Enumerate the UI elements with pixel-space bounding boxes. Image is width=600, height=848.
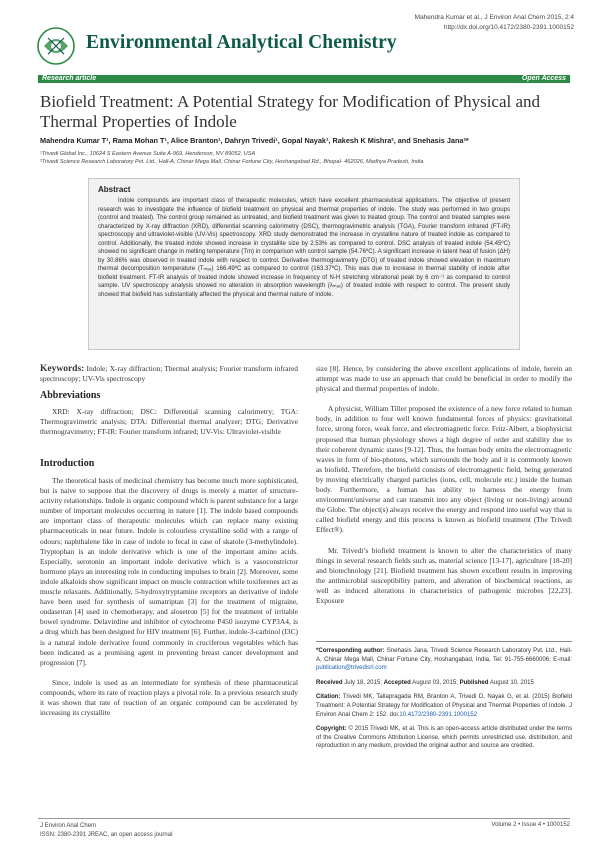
right-paragraph-3: Mr. Trivedi’s biofield treatment is known to alter the characteristics of many things in several research fields such as, material science [13-17], agriculture [18-20] and biotechnology [21]. Biofield treatment has shown excellent results in improving the antimicrobial susceptibility pattern, and alteration of biochemical reactions, as well as induced alterations in characteristics of pathogenic microbes [22,23]. Exposure xyxy=(316,545,572,605)
citation-doi-link[interactable]: 10.4172/2380-2391.1000152 xyxy=(399,711,478,718)
abstract-heading: Abstract xyxy=(98,185,131,194)
affiliation-2: ²Trivedi Science Research Laboratory Pvt. Ltd., Hall-A, Chinar Mega Mall, Chinar Fortune City, Hoshangabad Rd., Bhopal- 462026, Madhya Pradesh, India xyxy=(40,159,424,165)
abstract-box xyxy=(88,178,520,350)
footer-issn: ISSN: 2380-2391 JREAC, an open access journal xyxy=(40,831,173,838)
affiliation-1: ¹Trivedi Global Inc., 10624 S Eastern Avenue Suite A-969, Henderson, NV 89052, USA xyxy=(40,151,256,157)
intro-paragraph-2: Since, indole is used as an intermediate for synthesis of these pharmaceutical compounds, where its rate of reaction plays a pivotal role. In a previous research study it was shown that rate of reaction of an organic compound can be accelerated by increasing its crystallite xyxy=(40,677,298,718)
corresponding-author: *Corresponding author: Snehasis Jana, Trivedi Science Research Laboratory Pvt. Ltd., Hall-A, Chinar Mega Mall, Chinar Fortune City, Hoshangabad, India, Tel: 91-755-6660006; E-mail: publication@trivedisrl.com xyxy=(316,648,572,672)
footnote-box xyxy=(316,641,572,757)
footer-journal: J Environ Anal Chem xyxy=(40,823,97,829)
citation-note: Citation: Trivedi MK, Tallapragada RM, Branton A, Trivedi D, Nayak G, et al. (2015) Biofield Treatment: A Potential Strategy for Modification of Physical and Thermal Properties of Indole. J Environ Anal Chem 2: 152. doi:10.4172/2380-2391.1000152 xyxy=(316,694,572,718)
abbreviations-text: XRD: X-ray diffraction; DSC: Differential scanning calorimetry; TGA: Thermogravimetric analysis; DTA: Differential thermal analyzer; DTG; Derivative thermogravimetry; FT-IR: Fourier transform infrared; UV-Vis: Ultraviolet-visible xyxy=(40,407,298,437)
article-title: Biofield Treatment: A Potential Strategy for Modification of Physical and Thermal Properties of Indole xyxy=(40,92,541,131)
intro-paragraph-1: The theoretical basis of medicinal chemistry has become much more sophisticated, but is naive to suppose that the discovery of drugs is merely a matter of structure-activity relationships. Indole is organic compound which is parent substance for a large number of important molecules occurring in nature [1]. The indole based compounds are important class of therapeutic molecules which can replace many existing pharmaceuticals in near future. Indole is colourless crystalline solid with a range of odours; naphthalene like in case of indole to fecal in case of skatole (3-methylindole). Tryptophan is an indole derivative which is one of the important amino acids. Especially, serotonin an important indole derivative which is a vasoconstrictor hormone plays an interesting role in conducting impulses to brain [2]. Moreover, some indole alkaloids show significant impact on muscle contraction while toxiferenes act as muscle relaxants. Additionally, 5-hydroxytryptamine receptors an derivative of indole have been used for synthesis of sumatriptan [3] for the treatment of migraine, ondasetran [4] used in chemotherapy, and alosetron [5] for the treatment of irritable bowel syndrome. Delavirdine and inhibitor of cytochrome P450 isozyme CYP3A4, is a drug which has been designed for HIV treatment [6]. Further, indole-3-carbinol (I3C) is a natural indole derivative found commonly in cruciferous vegetables which has been indicated as a promising agent in preventing breast cancer development and progression [7]. xyxy=(40,476,298,667)
introduction-section xyxy=(40,459,94,469)
email-link[interactable]: publication@trivedisrl.com xyxy=(316,665,387,672)
introduction-heading: Introduction xyxy=(40,458,95,469)
right-paragraph-2: A physicist, William Tiller proposed the existence of a new force related to human body, in addition to four well known fundamental forces of physics: gravitational force, strong force, weak force, and electromagnetic force. Fritz-Albert, a biophysicist proposed that human physiology shows a high degree of order and stability due to their coherent dynamic states [9-12]. Thus, the human body emits the electromagnetic waves in form of bio-photons, which surrounds the body and it is commonly known as biofield. Therefore, the biofield consists of electromagnetic field, being generated by moving electrically charged particles (ions, cell, molecule etc.) inside the human body. Furthermore, a human has ability to harness the energy from environment/universe and can transmit into any object (living or non-living) around the Globe. The object(s) always receive the energy and respond into useful way that is called biofield energy and this process is known as biofield treatment (The Trivedi Effect®). xyxy=(316,404,572,535)
abbreviations-heading: Abbreviations xyxy=(40,390,101,401)
journal-name: Environmental Analytical Chemistry xyxy=(86,32,397,53)
keywords-text: Indole; X-ray diffraction; Thermal analysis; Fourier transform infrared spectroscopy; UV-Vis spectroscopy xyxy=(40,364,298,384)
abstract-text: Indole compounds are important class of therapeutic molecules, which have excellent pharmaceutical applications. The objective of present research was to investigate the influence of biofield treatment on physical and thermal properties of indole. The study was performed in two groups (control and treated). The control group remained as untreated, and biofield treatment was given to treated group. The control and treated samples were characterized by X-ray diffraction (XRD), differential scanning calorimetry (DSC), thermogravimetric analysis (TGA), Fourier transform infrared (FT-IR) spectroscopy and ultraviolet-visible (UV-Vis) spectroscopy. XRD study demonstrated the increase in crystalline nature of treated indole as compared to control. Additionally, the treated indole showed increase in crystallite size by 2.53% as compared to control. DSC analysis of treated indole (54.45ºC) showed no significant change in melting temperature (Tm) in comparison with control sample (54.76ºC). A significant increase in latent heat of fusion (ΔH) by 30.86% was observed in treated indole with respect to control. Derivative thermogravimetry (DTG) of treated indole showed elevation in maximum thermal decomposition temperature (Tₘₐₓ) 166.49ºC as compared to control (163.37ºC). This was due to increase in thermal stability of indole after biofield treatment. FT-IR analysis of treated indole showed increase in frequency of N-H stretching vibrational peak by 6 cm⁻¹ as compared to control sample. UV spectroscopy analysis showed no alteration in absorption wavelength (λₘₐₓ) of treated indole with respect to control. The present study showed that biofield has substantially affected the physical and thermal nature of indole. xyxy=(98,198,510,298)
article-type-label: Research article xyxy=(42,75,97,82)
dates-line: Received July 18, 2015; Accepted August 03, 2015; Published August 10, 2015 xyxy=(316,679,534,686)
author-list: Mahendra Kumar T¹, Rama Mohan T¹, Alice Branton¹, Dahryn Trivedi¹, Gopal Nayak¹, Rakesh K Mishra², and Snehasis Jana²* xyxy=(40,136,469,145)
copyright-note: Copyright: © 2015 Trivedi MK, et al. This is an open-access article distributed under the terms of the Creative Commons Attribution License, which permits unrestricted use, distribution, and reproduction in any medium, provided the original author and source are credited. xyxy=(316,726,572,750)
affiliations xyxy=(40,150,575,166)
abbreviations-section xyxy=(40,391,100,401)
citation-header xyxy=(352,13,574,32)
citation-line: Mahendra Kumar et al., J Environ Anal Chem 2015, 2:4 xyxy=(414,14,574,21)
abbreviations-body xyxy=(40,407,298,437)
footer-left xyxy=(40,822,172,839)
open-access-label: Open Access xyxy=(521,75,566,82)
footer-volume: Volume 2 • Issue 4 • 1000152 xyxy=(491,822,570,828)
footer-divider xyxy=(38,818,570,819)
introduction-body xyxy=(40,476,298,718)
right-column xyxy=(316,364,572,606)
keywords-label: Keywords: xyxy=(40,364,85,374)
keywords xyxy=(40,364,298,384)
right-paragraph-1: size [8]. Hence, by considering the above excellent applications of indole, herein an attempt was made to use an approach that could be beneficial in order to modify the physical and thermal properties of indole. xyxy=(316,364,572,394)
journal-logo-icon xyxy=(36,26,76,66)
doi-link[interactable]: http://dx.doi.org/10.4172/2380-2391.1000152 xyxy=(443,23,574,31)
article-type-bar xyxy=(38,75,570,83)
